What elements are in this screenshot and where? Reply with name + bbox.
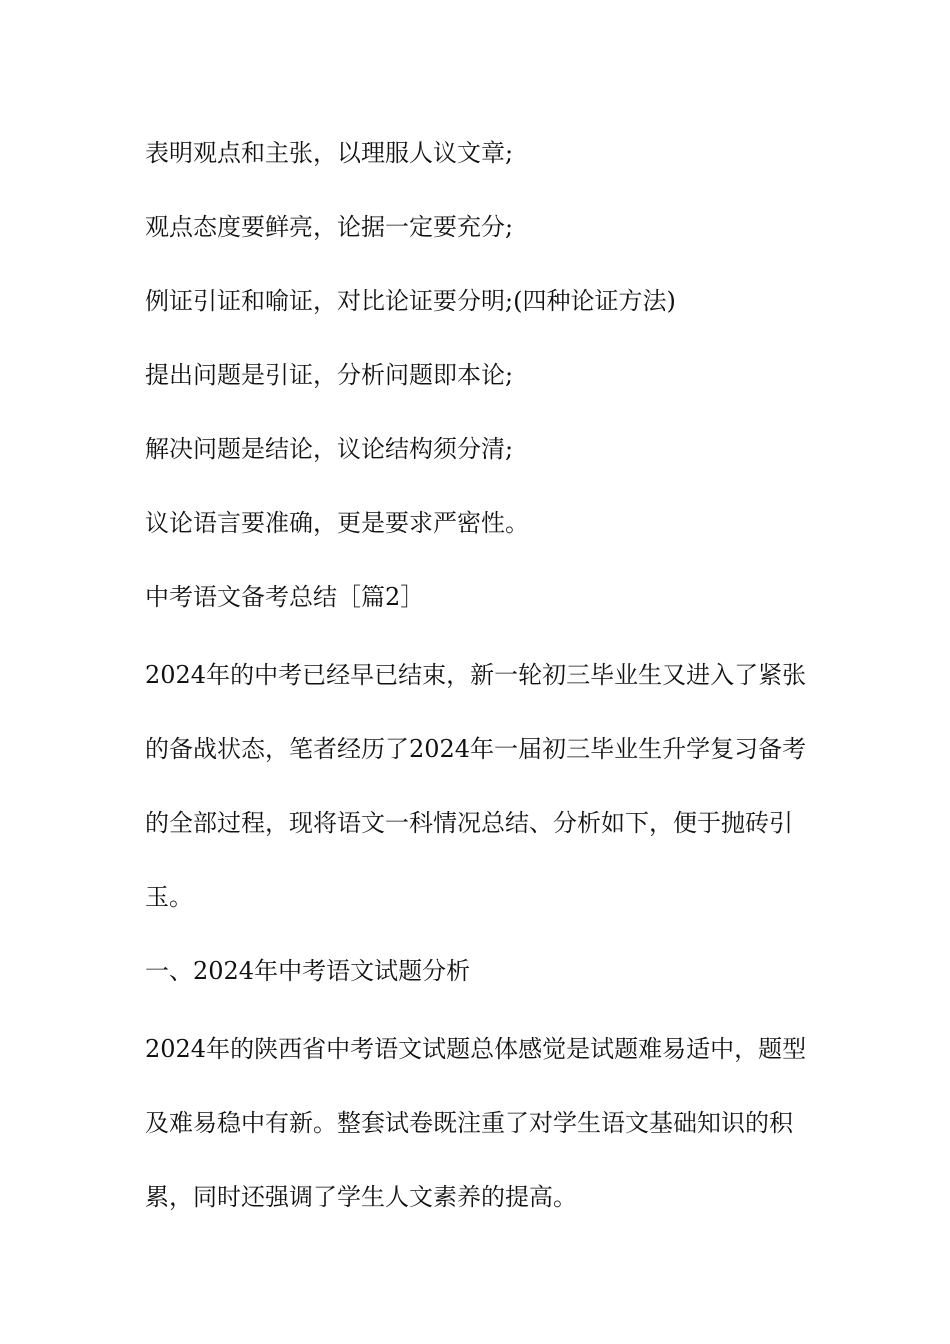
verse-line-3: 例证引证和喻证，对比论证要分明;(四种论证方法)	[145, 287, 676, 315]
paragraph-1-line-1: 2024年的中考已经早已结束，新一轮初三毕业生又进入了紧张	[145, 661, 807, 689]
section-heading: 中考语文备考总结［篇2］	[145, 583, 425, 611]
verse-line-1: 表明观点和主张，以理服人议文章;	[145, 139, 514, 167]
paragraph-1-line-4: 玉。	[145, 883, 193, 911]
paragraph-2-line-3: 累，同时还强调了学生人文素养的提高。	[145, 1183, 577, 1211]
paragraph-1-line-2: 的备战状态，笔者经历了2024年一届初三毕业生升学复习备考	[145, 735, 807, 763]
verse-line-4: 提出问题是引证，分析问题即本论;	[145, 361, 514, 389]
paragraph-2-line-2: 及难易稳中有新。整套试卷既注重了对学生语文基础知识的积	[145, 1109, 793, 1137]
verse-line-6: 议论语言要准确，更是要求严密性。	[145, 509, 529, 537]
subheading-analysis: 一、2024年中考语文试题分析	[145, 957, 471, 985]
paragraph-2-line-1: 2024年的陕西省中考语文试题总体感觉是试题难易适中，题型	[145, 1035, 807, 1063]
paragraph-1-line-3: 的全部过程，现将语文一科情况总结、分析如下，便于抛砖引	[145, 809, 793, 837]
verse-line-5: 解决问题是结论，议论结构须分清;	[145, 435, 514, 463]
verse-line-2: 观点态度要鲜亮，论据一定要充分;	[145, 213, 514, 241]
